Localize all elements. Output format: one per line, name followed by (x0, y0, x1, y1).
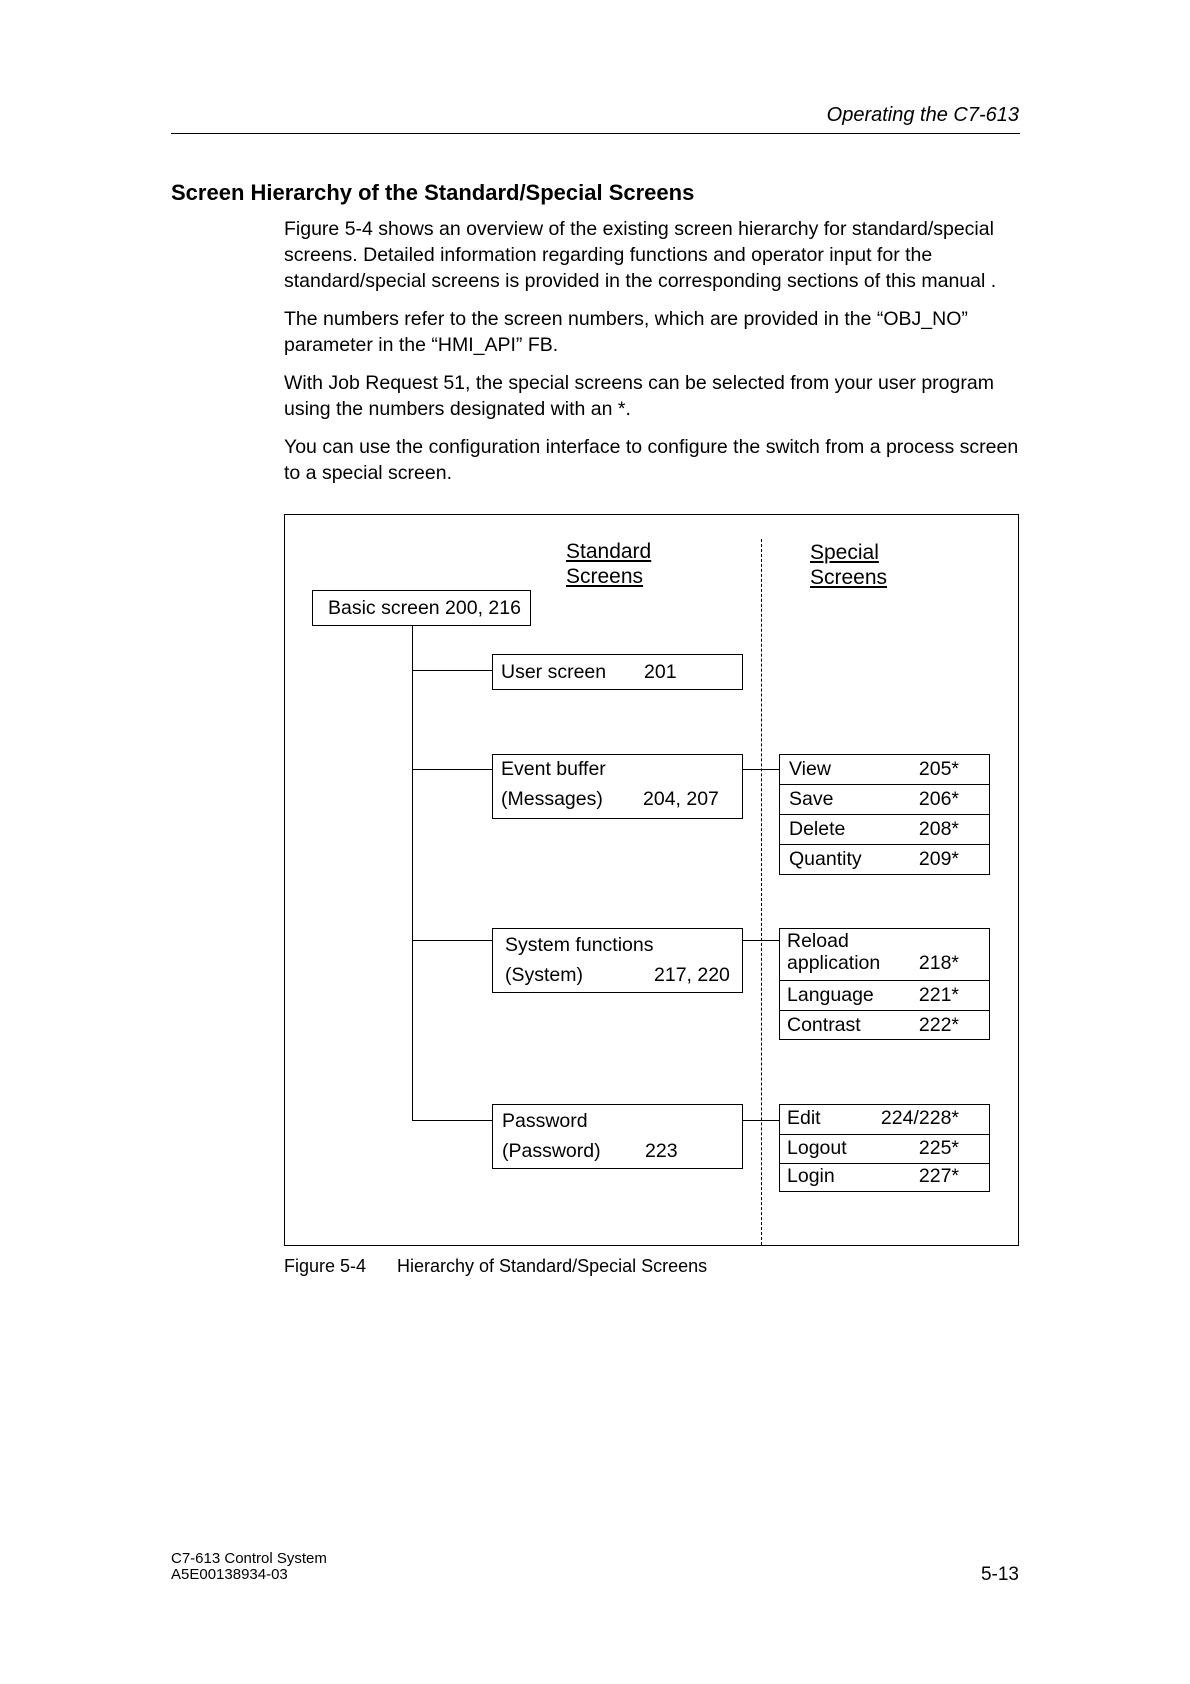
standard-screens-heading (566, 539, 651, 589)
system-functions-number: 217, 220 (654, 964, 730, 986)
special-item-save (780, 785, 989, 815)
basic-screen-box (312, 590, 531, 626)
special-item-number: 206* (918, 788, 959, 810)
figure-caption-number: Figure 5-4 (284, 1256, 367, 1276)
special-item-quantity (780, 845, 989, 875)
branch-password (412, 1120, 492, 1121)
event-buffer-box (492, 754, 743, 819)
special-item-reload-application (780, 929, 989, 981)
user-screen-label: User screen (501, 661, 607, 683)
figure-caption-text: Hierarchy of Standard/Special Screens (397, 1256, 708, 1276)
branch-user-screen (412, 670, 492, 671)
divider-dashed-line (761, 539, 762, 1245)
special-item-label: Language (787, 984, 874, 1006)
special-item-login (780, 1164, 989, 1193)
special-item-contrast (780, 1011, 989, 1041)
page-number: 5-13 (980, 1564, 1019, 1585)
password-label: Password (502, 1110, 588, 1132)
special-item-language (780, 981, 989, 1011)
standard-heading-line2: Screens (566, 565, 644, 588)
connector-system-functions (743, 940, 779, 941)
special-group-password (779, 1104, 990, 1192)
branch-event-buffer (412, 769, 492, 770)
section-title: Screen Hierarchy of the Standard/Special Screens (171, 180, 695, 205)
special-item-view (780, 755, 989, 785)
password-sublabel: (Password) (502, 1140, 601, 1162)
special-item-label: Save (789, 788, 834, 810)
special-item-number: 205* (918, 758, 959, 780)
special-screens-heading (810, 540, 887, 590)
paragraph-screen-numbers: The numbers refer to the screen numbers, which are provided in the “OBJ_NO” parameter in the “HMI_API” FB. (284, 308, 968, 356)
special-item-number: 227* (918, 1165, 959, 1187)
hierarchy-figure (284, 514, 1019, 1246)
branch-system-functions (412, 940, 492, 941)
user-screen-number: 201 (644, 661, 677, 683)
special-item-label: Edit (787, 1107, 821, 1129)
connector-event-buffer (743, 769, 779, 770)
system-functions-box (492, 928, 743, 993)
special-item-number: 222* (918, 1014, 959, 1036)
system-functions-sublabel: (System) (505, 964, 583, 986)
footer-product (171, 1551, 327, 1583)
header-rule (171, 133, 1020, 134)
event-buffer-label: Event buffer (501, 758, 606, 780)
special-heading-line1: Special (810, 541, 879, 564)
special-item-number: 208* (918, 818, 959, 840)
connector-password (743, 1120, 779, 1121)
event-buffer-sublabel: (Messages) (501, 788, 603, 810)
user-screen-box (492, 654, 743, 690)
tree-trunk-line (412, 626, 413, 1121)
special-item-label: Quantity (789, 848, 862, 870)
special-item-label: Delete (789, 818, 846, 840)
special-item-label: Login (787, 1165, 835, 1187)
special-item-label: Logout (787, 1137, 847, 1159)
running-header: Operating the C7-613 (826, 104, 1019, 126)
footer-line2: A5E00138934-03 (171, 1566, 288, 1583)
special-item-label: Reload (787, 930, 849, 952)
special-item-label-line2: application (787, 952, 881, 974)
special-item-number: 225* (918, 1137, 959, 1159)
password-box (492, 1104, 743, 1169)
special-item-delete (780, 815, 989, 845)
paragraph-job-request: With Job Request 51, the special screens can be selected from your user program using the numbers designated with an *. (284, 372, 994, 420)
special-item-number: 218* (918, 952, 959, 974)
special-group-system (779, 928, 990, 1040)
special-item-number: 224/228* (880, 1107, 959, 1129)
special-group-event-buffer (779, 754, 990, 875)
event-buffer-number: 204, 207 (643, 788, 719, 810)
special-item-logout (780, 1135, 989, 1164)
special-heading-line2: Screens (810, 566, 888, 589)
special-item-number: 209* (918, 848, 959, 870)
password-number: 223 (645, 1140, 678, 1162)
basic-screen-label: Basic screen 200, 216 (328, 597, 521, 619)
footer-line1: C7-613 Control System (171, 1550, 327, 1567)
paragraph-intro: Figure 5-4 shows an overview of the existing screen hierarchy for standard/special screens. Detailed information regarding functions and operator input for the standard/special screens is provided in the corresponding sections of this manual . (284, 218, 997, 292)
special-item-edit (780, 1105, 989, 1135)
standard-heading-line1: Standard (566, 540, 652, 563)
system-functions-label: System functions (505, 934, 654, 956)
special-item-label: View (789, 758, 831, 780)
special-item-label: Contrast (787, 1014, 861, 1036)
special-item-number: 221* (918, 984, 959, 1006)
paragraph-configuration: You can use the configuration interface to configure the switch from a process screen to a special screen. (284, 436, 1019, 484)
